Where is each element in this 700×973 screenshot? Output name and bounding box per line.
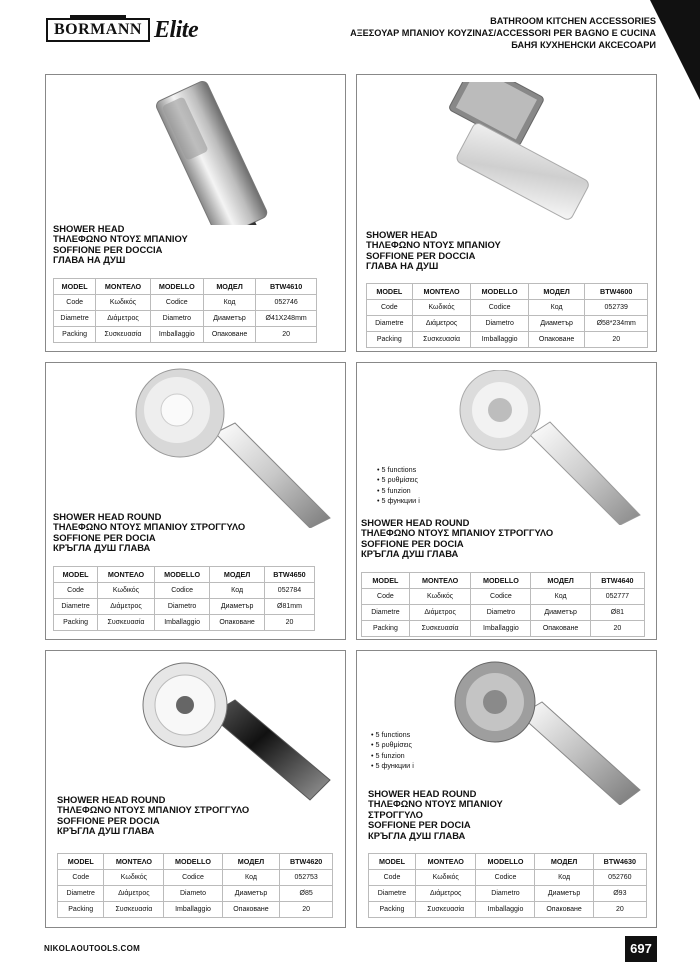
table-cell: Κωδικός [104,870,164,886]
product-title [361,518,553,560]
table-cell: MODEL [58,854,104,870]
table-row [369,870,647,886]
table-row [367,316,648,332]
title-line: SOFFIONE PER DOCIA [57,814,160,826]
table-cell: 052753 [280,870,333,886]
feature-item: • 5 functions [377,465,417,474]
table-cell: Συσκευασία [98,615,155,631]
table-cell: ΜΟΝΤΕΛΟ [96,279,150,295]
table-cell: BTW4600 [585,284,648,300]
spec-table [361,572,645,637]
product-title [368,789,503,841]
table-cell: Imballaggio [154,615,209,631]
logo-elite: Elite [153,16,199,43]
table-cell: Packing [369,902,416,918]
feature-item: • 5 functions [371,730,411,739]
title-line: ΤΗΛΕΦΩΝΟ ΝΤΟΥΣ ΜΠΑΝΙΟΥ ΣΤΡΟΓΓΥΛΟ [53,521,246,533]
table-header-row [58,854,333,870]
title-line: SHOWER HEAD ROUND [53,511,162,522]
table-cell: ΜΟΝΤΕΛΟ [412,284,471,300]
table-cell: Опаковане [531,621,590,637]
table-cell: Код [531,589,590,605]
title-line: SOFFIONE PER DOCCIA [53,243,163,255]
table-cell: Code [58,870,104,886]
table-cell: Συσκευασία [412,332,471,348]
table-cell: МОДЕЛ [203,279,255,295]
table-cell: Опаковане [528,332,585,348]
table-cell: Code [54,583,98,599]
table-cell: Опаковане [203,327,255,343]
feature-item: • 5 функции i [377,496,420,506]
title-line: ΤΗΛΕΦΩΝΟ ΝΤΟΥΣ ΜΠΑΝΙΟΥ ΣΤΡΟΓΓΥΛΟ [361,527,554,539]
table-cell: Диаметър [222,886,280,902]
table-cell: BTW4620 [280,854,333,870]
table-cell: 20 [593,902,646,918]
table-cell: Κωδικός [412,300,471,316]
table-cell: Codice [164,870,222,886]
corner-decoration [650,0,700,100]
table-cell: 052777 [590,589,644,605]
table-cell: Diametre [369,886,416,902]
table-cell: MODELLO [150,279,203,295]
table-cell: MODELLO [164,854,222,870]
feature-item: • 5 funzion [371,750,405,760]
table-row [369,902,647,918]
table-cell: МОДЕЛ [210,567,265,583]
table-cell: МОДЕЛ [531,573,590,589]
title-line: SOFFIONE PER DOCIA [368,819,471,831]
header-line: ΑΞΕΣΟΥΑΡ ΜΠΑΝΙΟΥ ΚΟΥΖΙΝΑΣ/ACCESSORI PER BAGNO E CUCINA [350,28,656,38]
table-cell: МОДЕЛ [535,854,593,870]
table-cell: Διάμετρος [96,311,150,327]
table-cell: Код [528,300,585,316]
table-cell: Διάμετρος [415,886,476,902]
title-line: SOFFIONE PER DOCIA [361,537,464,549]
table-header-row [369,854,647,870]
table-cell: Диаметър [531,605,590,621]
table-row [54,583,315,599]
product-image [95,80,340,225]
table-cell: Codice [476,870,535,886]
table-cell: Diametro [471,605,531,621]
table-cell: 20 [264,615,314,631]
table-cell: BTW4650 [264,567,314,583]
title-line: ΣΤΡΟΓΓΥΛΟ [368,808,423,820]
table-cell: Διάμετρος [412,316,471,332]
table-row [58,902,333,918]
table-cell: Опаковане [210,615,265,631]
table-cell: Ø85 [280,886,333,902]
table-cell: Codice [154,583,209,599]
brand-logo [46,18,198,42]
table-cell: МОДЕЛ [222,854,280,870]
title-line: КРЪГЛА ДУШ ГЛАВА [53,542,151,554]
table-row [362,621,645,637]
title-line: ΤΗΛΕΦΩΝΟ ΝΤΟΥΣ ΜΠΑΝΙΟΥ [366,239,501,251]
table-cell: Diametre [58,886,104,902]
table-cell: MODEL [362,573,410,589]
product-image [450,660,645,805]
table-cell: MODEL [367,284,413,300]
feature-item: • 5 ρυθμίσεις [371,740,412,750]
table-cell: Packing [367,332,413,348]
table-cell: Диаметър [535,886,593,902]
table-row [54,599,315,615]
feature-item: • 5 ρυθμίσεις [377,475,418,485]
table-row [362,589,645,605]
table-cell: MODEL [369,854,416,870]
spec-table [57,853,333,918]
table-cell: Ø58*234mm [585,316,648,332]
table-cell: BTW4640 [590,573,644,589]
table-cell: Диаметър [210,599,265,615]
table-cell: Imballaggio [471,332,528,348]
table-cell: ΜΟΝΤΕΛΟ [104,854,164,870]
table-cell: Ø81 [590,605,644,621]
table-cell: Code [54,295,96,311]
table-cell: Κωδικός [96,295,150,311]
table-cell: 20 [590,621,644,637]
table-cell: Diametro [154,599,209,615]
table-cell: Packing [58,902,104,918]
table-cell: Опаковане [222,902,280,918]
table-cell: 052784 [264,583,314,599]
page-number: 697 [625,936,657,962]
table-cell: Κωδικός [409,589,471,605]
table-cell: Diametre [367,316,413,332]
table-cell: 052746 [256,295,317,311]
product-title [53,224,188,266]
table-cell: МОДЕЛ [528,284,585,300]
table-cell: Imballaggio [476,902,535,918]
table-cell: Codice [150,295,203,311]
table-cell: Опаковане [535,902,593,918]
table-header-row [362,573,645,589]
product-image [410,82,650,242]
table-cell: Συσκευασία [415,902,476,918]
table-cell: Diametre [362,605,410,621]
table-header-row [367,284,648,300]
table-cell: Diametre [54,599,98,615]
logo-bormann: BORMANN [46,18,150,42]
table-cell: 052739 [585,300,648,316]
product-title [366,230,501,272]
table-cell: Ø93 [593,886,646,902]
spec-table [368,853,647,918]
table-cell: Συσκευασία [96,327,150,343]
table-cell: MODEL [54,567,98,583]
table-cell: MODELLO [154,567,209,583]
title-line: SHOWER HEAD ROUND [57,794,166,805]
table-row [54,327,317,343]
table-cell: Code [362,589,410,605]
footer-website[interactable]: NIKOLAOUTOOLS.COM [44,944,141,953]
table-cell: Imballaggio [164,902,222,918]
title-line: КРЪГЛА ДУШ ГЛАВА [368,829,466,841]
table-cell: ΜΟΝΤΕΛΟ [409,573,471,589]
title-line: ГЛАВА НА ДУШ [366,260,439,272]
table-cell: 20 [280,902,333,918]
table-cell: Imballaggio [471,621,531,637]
table-cell: 20 [585,332,648,348]
title-line: ГЛАВА НА ДУШ [53,254,126,266]
table-cell: Код [222,870,280,886]
table-cell: Diametro [471,316,528,332]
table-header-row [54,567,315,583]
table-row [54,295,317,311]
table-cell: Diametro [150,311,203,327]
title-line: SHOWER HEAD [366,229,438,240]
table-row [367,332,648,348]
title-line: ΤΗΛΕΦΩΝΟ ΝΤΟΥΣ ΜΠΑΝΙΟΥ [53,233,188,245]
table-cell: Диаметър [528,316,585,332]
feature-item: • 5 функции i [371,761,414,771]
table-cell: Код [535,870,593,886]
table-row [58,870,333,886]
title-line: SHOWER HEAD ROUND [361,517,470,528]
product-image [125,368,335,528]
table-cell: Διάμετρος [409,605,471,621]
table-cell: Διάμετρος [98,599,155,615]
title-line: SOFFIONE PER DOCCIA [366,249,476,261]
table-cell: MODEL [54,279,96,295]
product-title [57,795,249,837]
table-row [54,311,317,327]
table-cell: Diametro [476,886,535,902]
table-cell: Κωδικός [98,583,155,599]
table-cell: Код [203,295,255,311]
table-row [369,886,647,902]
table-cell: Диаметър [203,311,255,327]
header-line: БАНЯ КУХНЕНСКИ АКСЕСОАРИ [511,40,656,50]
spec-table [366,283,648,348]
header-line: BATHROOM KITCHEN ACCESSORIES [490,16,656,26]
table-cell: MODELLO [471,573,531,589]
table-cell: Diameto [164,886,222,902]
table-cell: Συσκευασία [409,621,471,637]
spec-table [53,278,317,343]
table-cell: MODELLO [471,284,528,300]
features-list [377,465,420,507]
title-line: SHOWER HEAD [53,223,125,234]
table-cell: Packing [54,615,98,631]
table-cell: Код [210,583,265,599]
table-cell: 20 [256,327,317,343]
table-cell: BTW4610 [256,279,317,295]
features-list [371,730,414,772]
title-line: SHOWER HEAD ROUND [368,788,477,799]
table-header-row [54,279,317,295]
title-line: ΤΗΛΕΦΩΝΟ ΝΤΟΥΣ ΜΠΑΝΙΟΥ [368,798,503,810]
table-cell: BTW4630 [593,854,646,870]
table-cell: Ø41X248mm [256,311,317,327]
table-row [367,300,648,316]
table-cell: Διάμετρος [104,886,164,902]
table-cell: Imballaggio [150,327,203,343]
spec-table [53,566,315,631]
table-cell: Ø81mm [264,599,314,615]
table-cell: Packing [362,621,410,637]
product-image [140,660,335,810]
table-cell: Codice [471,589,531,605]
table-cell: Diametre [54,311,96,327]
header-category [350,15,656,51]
table-row [362,605,645,621]
product-image [455,370,645,525]
table-cell: MODELLO [476,854,535,870]
title-line: КРЪГЛА ДУШ ГЛАВА [361,548,459,560]
table-cell: ΜΟΝΤΕΛΟ [415,854,476,870]
table-cell: Συσκευασία [104,902,164,918]
table-cell: Κωδικός [415,870,476,886]
title-line: SOFFIONE PER DOCIA [53,531,156,543]
product-title [53,512,245,554]
title-line: КРЪГЛА ДУШ ГЛАВА [57,825,155,837]
table-cell: Codice [471,300,528,316]
table-cell: 052760 [593,870,646,886]
table-cell: Packing [54,327,96,343]
feature-item: • 5 funzion [377,485,411,495]
table-row [54,615,315,631]
table-cell: Code [369,870,416,886]
title-line: ΤΗΛΕΦΩΝΟ ΝΤΟΥΣ ΜΠΑΝΙΟΥ ΣΤΡΟΓΓΥΛΟ [57,804,250,816]
table-cell: ΜΟΝΤΕΛΟ [98,567,155,583]
table-row [58,886,333,902]
table-cell: Code [367,300,413,316]
